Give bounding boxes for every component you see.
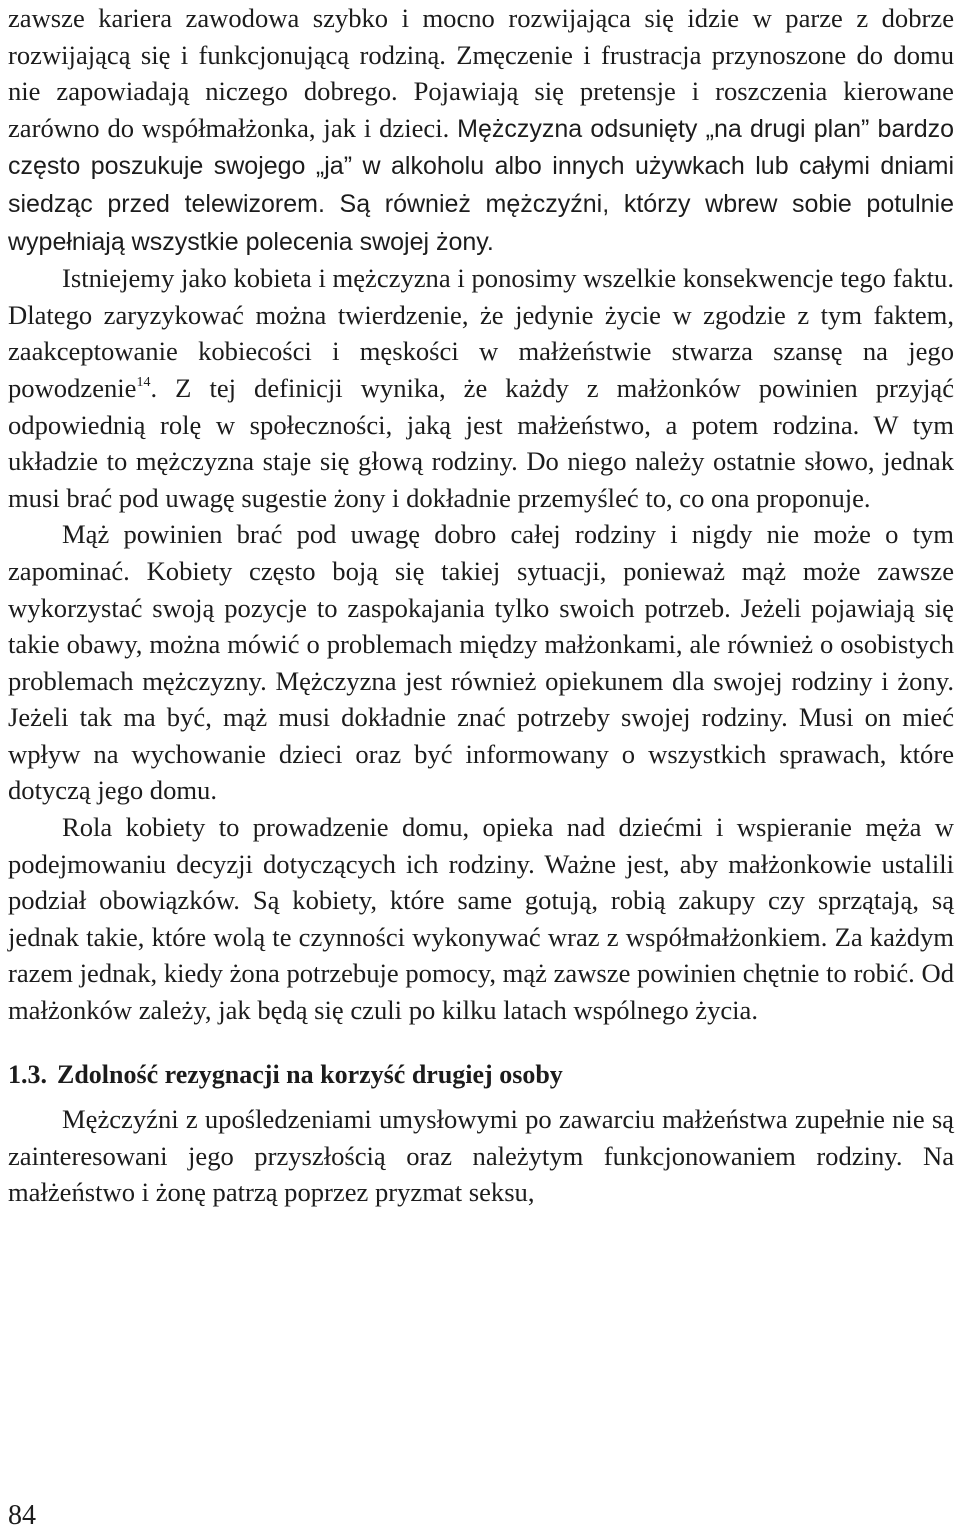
paragraph-continuation bbox=[8, 0, 954, 260]
paragraph: Mąż powinien brać pod uwagę dobro całej rodziny i nigdy nie może o tym zapominać. Kobiety często boją się takiej sytuacji, ponieważ mąż może zawsze wykorzystać swoją pozycje to zaspokajania tylko swoich potrzeb. Jeżeli pojawiają się takie obawy, można mówić o problemach między małżonkami, ale również o osobistych problemach mężczyzny. Mężczyzna jest również opiekunem dla swojej rodziny i żony. Jeżeli tak ma być, mąż musi dokładnie znać potrzeby swojej rodziny. Musi on mieć wpływ na wychowanie dzieci oraz być informowany o wszystkich sprawach, które dotyczą jego domu. bbox=[8, 519, 954, 806]
paragraph-text: zawsze kariera zawodowa szybko i mocno rozwijająca się idzie w parze z dobrze rozwijającą się i funkcjonującą rodziną. Zmęczenie i frustracja przynoszone do domu nie zapowiadają niczego dobrego. Pojawiają się pretensje i roszczenia kierowane zarówno do współmałżonka, jak i dzieci. bbox=[8, 3, 954, 143]
paragraph: Mężczyźni z upośledzeniami umysłowymi po zawarciu małżeństwa zupełnie nie są zainteresowani jego przyszłością oraz należytym funkcjonowaniem rodziny. Na małżeństwo i żonę patrzą poprzez pryzmat seksu, bbox=[8, 1104, 954, 1208]
document-page bbox=[8, 0, 954, 1211]
section-title: Zdolność rezygnacji na korzyść drugiej osoby bbox=[57, 1059, 563, 1089]
paragraph-text-sans: Są również mężczyźni, którzy wbrew sobie potulnie wypełniają wszystkie polecenia swojej żony. bbox=[8, 189, 954, 256]
section-number: 1.3. bbox=[8, 1059, 47, 1089]
paragraph bbox=[8, 260, 954, 516]
paragraph-text-sans: Mężczyzna odsunięty „na drugi plan” bardzo często poszukuje swojego „ja” w alkoholu albo innych używkach lub całymi dniami siedząc przed telewizorem. bbox=[8, 114, 954, 218]
paragraph: Rola kobiety to prowadzenie domu, opieka nad dziećmi i wspieranie męża w podejmowaniu decyzji dotyczących ich rodziny. Ważne jest, aby małżonkowie ustalili podział obowiązków. Są kobiety, które same gotują, robią zakupy czy sprzątają, są jednak takie, które wolą te czynności wykonywać wraz z współmałżonkiem. Za każdym razem jednak, kiedy żona potrzebuje pomocy, mąż zawsze powinien chętnie to robić. Od małżonków zależy, jak będą się czuli po kilku latach wspólnego życia. bbox=[8, 812, 954, 1026]
section-heading bbox=[8, 1057, 954, 1094]
footnote-ref: 14 bbox=[136, 374, 151, 390]
paragraph-text: Istniejemy jako kobieta i mężczyzna i ponosimy wszelkie konsekwencje tego faktu. Dlatego zaryzykować można twierdzenie, że jedynie życie w zgodzie z tym faktem, zaakceptowanie kobiecości i męskości w małżeństwie stwarza szansę na jego powodzenie bbox=[8, 263, 954, 403]
paragraph-text: . Z tej definicji wynika, że każdy z małżonków powinien przyjąć odpowiednią rolę w społeczności, jaką jest małżeństwo, a potem rodzina. W tym układzie to mężczyzna staje się głową rodziny. Do niego należy ostatnie słowo, jednak musi brać pod uwagę sugestie żony i dokładnie przemyśleć to, co ona proponuje. bbox=[8, 372, 954, 513]
page-number: 84 bbox=[8, 1500, 36, 1531]
